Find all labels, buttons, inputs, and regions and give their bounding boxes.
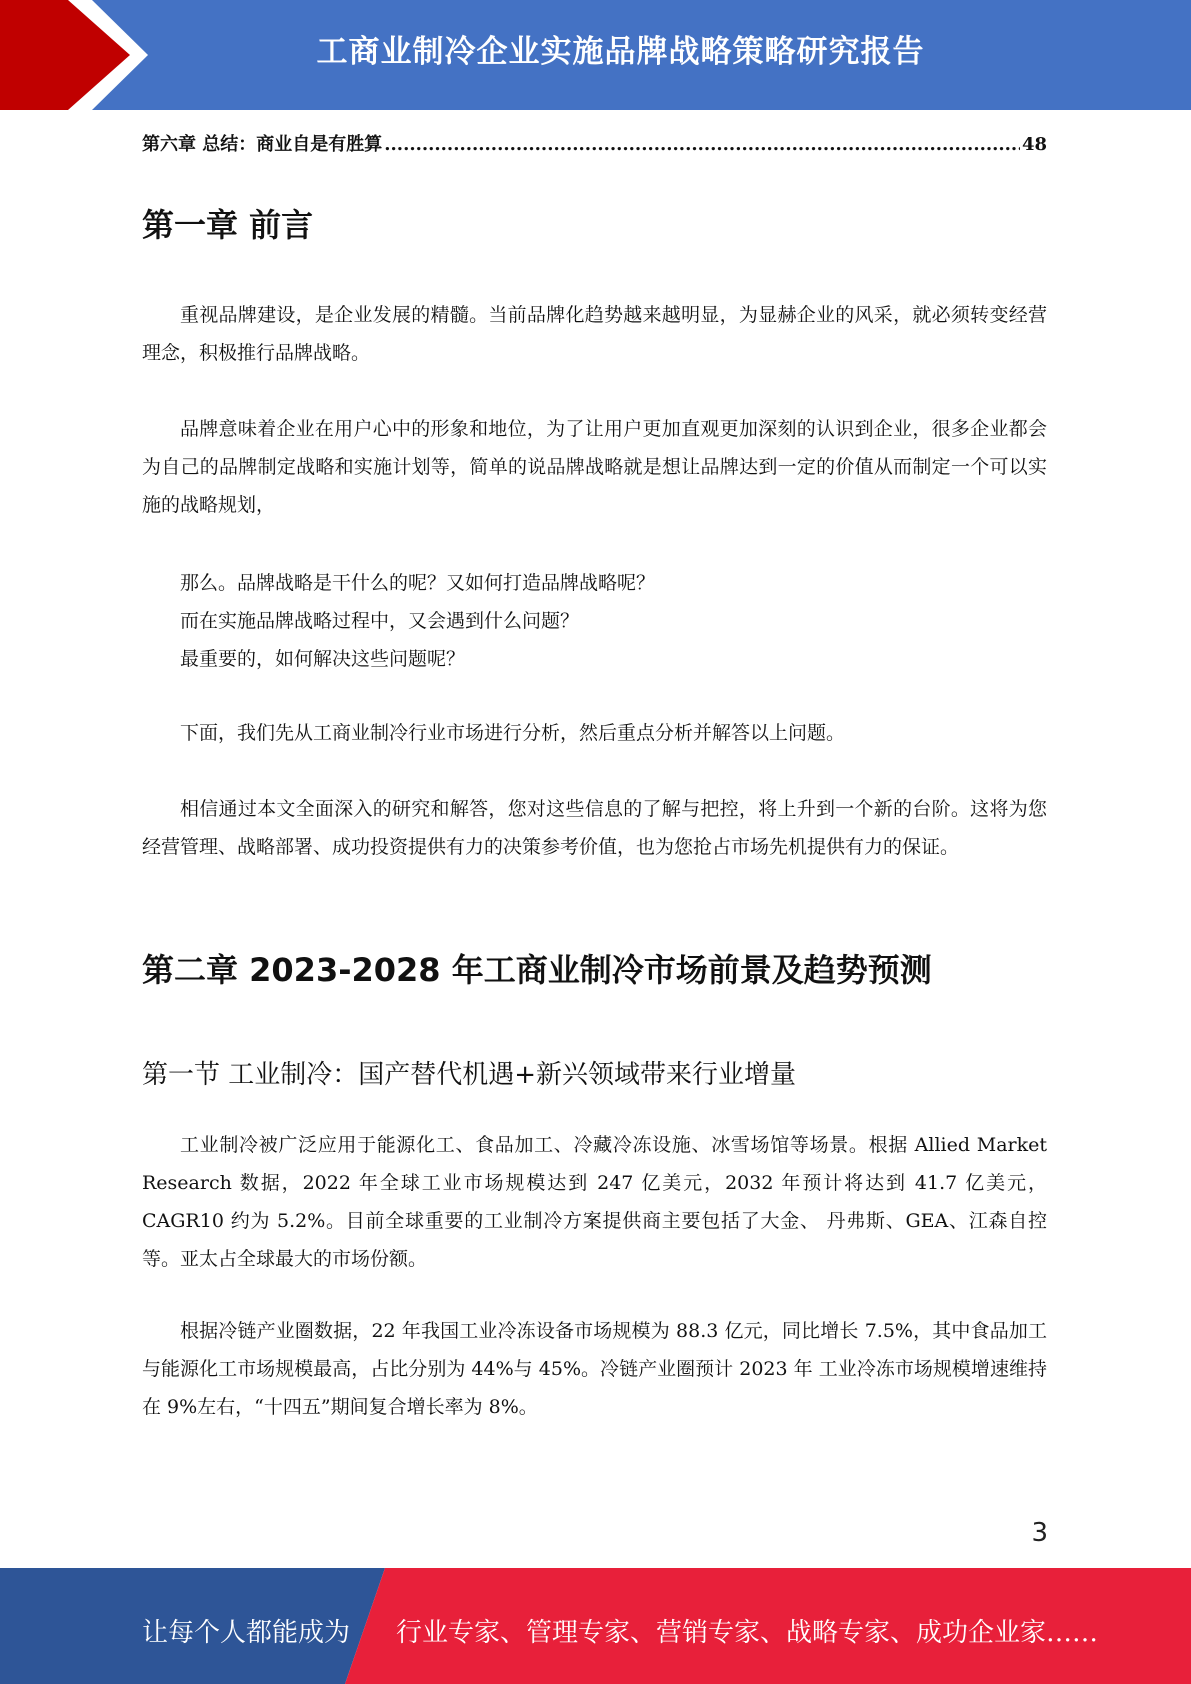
toc-leader-dots (384, 134, 1020, 155)
chapter-1-paragraph-2: 品牌意味着企业在用户心中的形象和地位，为了让用户更加直观更加深刻的认识到企业，很多企业都会为自己的品牌制定战略和实施计划等，简单的说品牌战略就是想让品牌达到一定的价值从而制定一个可以实施的战略规划， (142, 418, 1047, 516)
header-banner (0, 0, 1191, 110)
footer-slogan-left: 让每个人都能成为 (142, 1618, 351, 1648)
toc-entry-page: 48 (1021, 134, 1047, 155)
chapter-2-heading: 第二章 2023-2028 年工商业制冷市场前景及趋势预测 (142, 951, 932, 989)
section-1-heading: 第一节 工业制冷：国产替代机遇+新兴领域带来行业增量 (142, 1060, 797, 1090)
chapter-2-paragraph-1: 工业制冷被广泛应用于能源化工、食品加工、冷藏冷冻设施、冰雪场馆等场景。根据 Allied Market Research 数据，2022 年全球工业市场规模达到 247 亿美元，2032 年预计将达到 41.7 亿美元，CAGR10 约为 5.2%。目前全球重要的工业制冷方案提供商主要包括了大金、 丹弗斯、GEA、江森自控等。亚太占全球最大的市场份额。 (142, 1134, 1047, 1270)
chapter-1-heading: 第一章 前言 (142, 206, 314, 244)
toc-entry-label: 第六章 总结：商业自是有胜算 (142, 134, 383, 155)
chapter-1-question-1: 那么。品牌战略是干什么的呢？又如何打造品牌战略呢？ (180, 572, 656, 594)
footer-slogan-right: 行业专家、管理专家、营销专家、战略专家、成功企业家…… (396, 1618, 1099, 1648)
chapter-1-paragraph-3: 下面，我们先从工商业制冷行业市场进行分析，然后重点分析并解答以上问题。 (180, 722, 846, 744)
chapter-1-question-2: 而在实施品牌战略过程中，又会遇到什么问题？ (180, 610, 580, 632)
footer-banner (0, 1568, 1191, 1684)
chapter-1-paragraph-4: 相信通过本文全面深入的研究和解答，您对这些信息的了解与把控，将上升到一个新的台阶。这将为您经营管理、战略部署、成功投资提供有力的决策参考价值，也为您抢占市场先机提供有力的保证。 (142, 798, 1047, 858)
page-number: 3 (1031, 1518, 1048, 1548)
chapter-2-paragraph-2: 根据冷链产业圈数据，22 年我国工业冷冻设备市场规模为 88.3 亿元，同比增长 7.5%，其中食品加工与能源化工市场规模最高，占比分别为 44%与 45%。冷链产业圈预计 2023 年 工业冷冻市场规模增速维持在 9%左右，“十四五”期间复合增长率为 8%。 (142, 1320, 1047, 1418)
report-title: 工商业制冷企业实施品牌战略策略研究报告 (316, 34, 925, 70)
chapter-1-paragraph-1: 重视品牌建设，是企业发展的精髓。当前品牌化趋势越来越明显，为显赫企业的风采，就必须转变经营理念，积极推行品牌战略。 (142, 304, 1047, 364)
chapter-1-question-3: 最重要的，如何解决这些问题呢？ (180, 648, 466, 670)
toc-entry[interactable] (142, 130, 1047, 156)
